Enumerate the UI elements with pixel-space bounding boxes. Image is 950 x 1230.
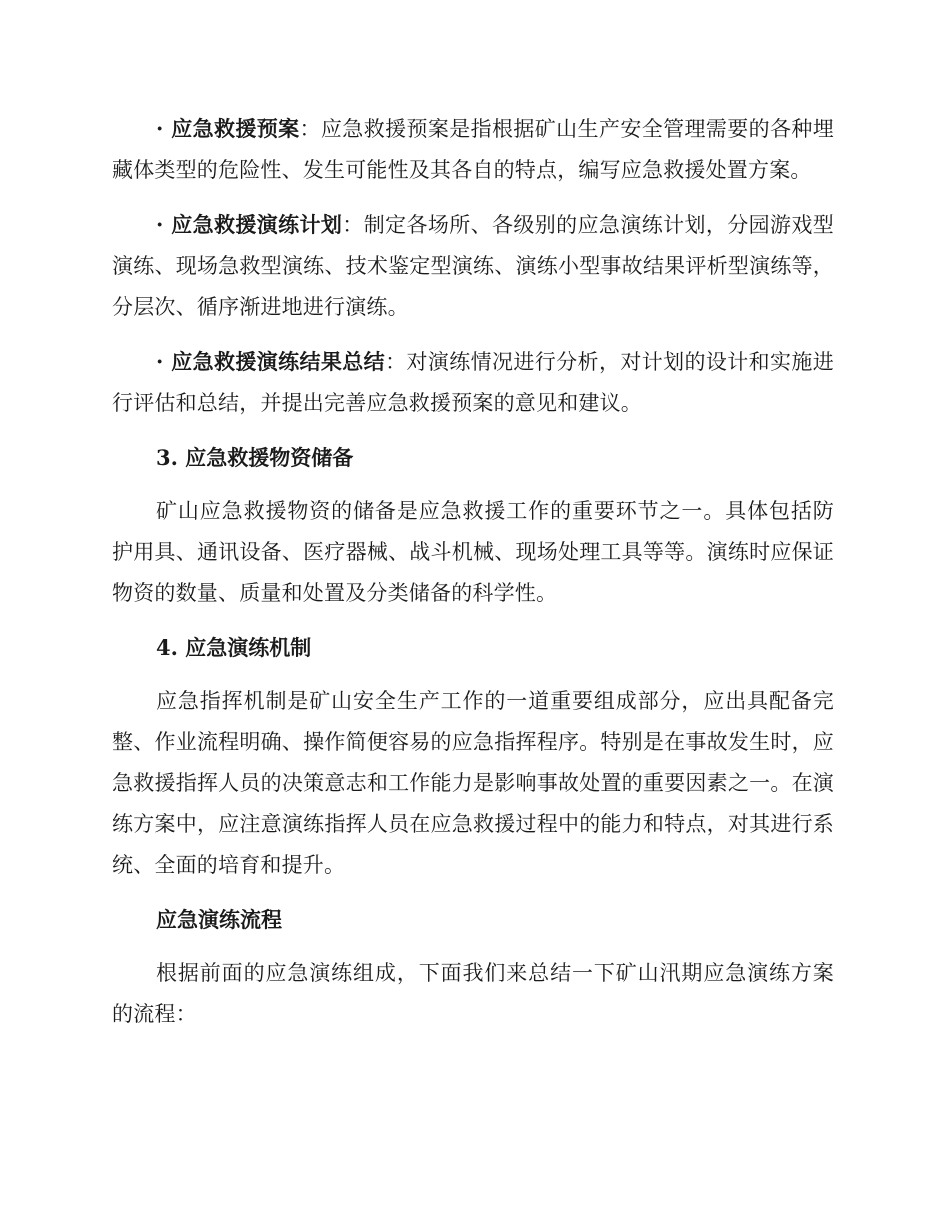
document-body bbox=[112, 108, 834, 1048]
bullet-colon: ： bbox=[385, 350, 407, 374]
bullet-title: · 应急救援演练结果总结 bbox=[156, 349, 386, 374]
bullet-drill-plan bbox=[112, 204, 834, 328]
section-text-flow: 根据前面的应急演练组成，下面我们来总结一下矿山汛期应急演练方案的流程： bbox=[112, 961, 834, 1026]
bullet-colon: ： bbox=[299, 117, 321, 141]
bullet-emergency-plan bbox=[112, 108, 834, 191]
section-heading-materials: 3. 应急救援物资储备 bbox=[156, 445, 354, 470]
bullet-title: · 应急救援预案 bbox=[156, 116, 300, 141]
bullet-title: · 应急救援演练计划 bbox=[156, 212, 343, 237]
section-text-materials: 矿山应急救援物资的储备是应急救援工作的重要环节之一。具体包括防护用具、通讯设备、医疗器械、战斗机械、现场处理工具等等。演练时应保证物资的数量、质量和处置及分类储备的科学性。 bbox=[112, 499, 834, 605]
section-heading-flow: 应急演练流程 bbox=[156, 907, 282, 932]
bullet-colon: ： bbox=[342, 213, 364, 237]
section-heading-mechanism: 4. 应急演练机制 bbox=[156, 635, 312, 660]
section-text-mechanism: 应急指挥机制是矿山安全生产工作的一道重要组成部分，应出具配备完整、作业流程明确、操作简便容易的应急指挥程序。特别是在事故发生时，应急救援指挥人员的决策意志和工作能力是影响事故处置的重要因素之一。在演练方案中，应注意演练指挥人员在应急救援过程中的能力和特点，对其进行系统、全面的培育和提升。 bbox=[112, 689, 834, 877]
bullet-text: 对演练情况进行分析，对计划的设计和实施进行评估和总结，并提出完善应急救援预案的意见和建议。 bbox=[112, 350, 835, 415]
bullet-drill-summary bbox=[112, 341, 834, 424]
bullet-text: 制定各场所、各级别的应急演练计划，分园游戏型演练、现场急救型演练、技术鉴定型演练、演练小型事故结果评析型演练等，分层次、循序渐进地进行演练。 bbox=[112, 213, 834, 319]
bullet-text: 应急救援预案是指根据矿山生产安全管理需要的各种埋藏体类型的危险性、发生可能性及其各自的特点，编写应急救援处置方案。 bbox=[112, 117, 834, 182]
